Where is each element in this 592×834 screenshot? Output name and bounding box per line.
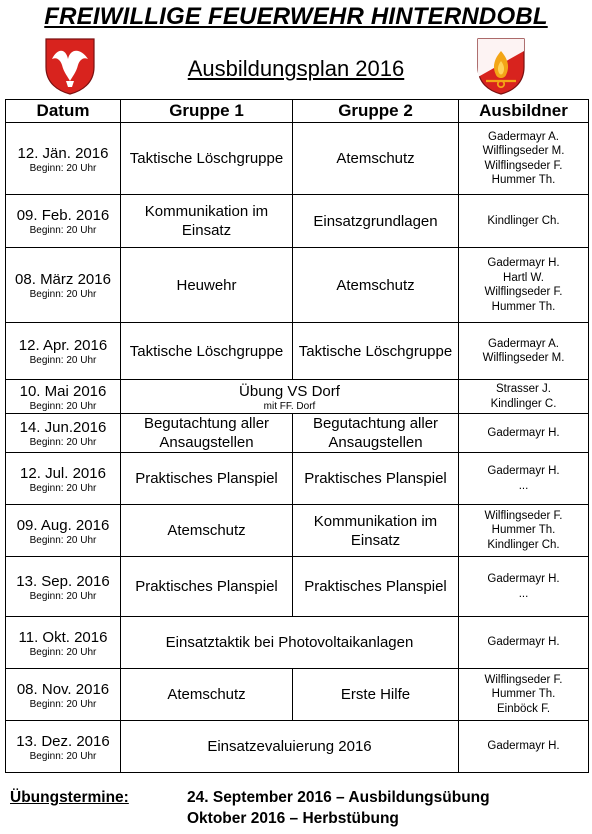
trainer-name: Hummer Th.	[491, 174, 556, 186]
date-cell	[6, 323, 121, 380]
topic-text: Einsatzgrundlagen	[313, 212, 438, 230]
group-1-cell	[121, 414, 293, 453]
table-row	[6, 505, 589, 557]
date-text: 08. März 2016	[15, 271, 111, 288]
topic-text: Praktisches Planspiel	[304, 578, 447, 595]
group-1-cell	[121, 323, 293, 380]
topic-text: Kommunikation im Einsatz	[144, 203, 269, 239]
date-text: 12. Jul. 2016	[20, 464, 106, 482]
trainer-name: ...	[518, 479, 529, 492]
table-row	[6, 380, 589, 414]
topic-text: Kommunikation im Einsatz	[313, 512, 438, 549]
date-text: 09. Aug. 2016	[16, 516, 110, 534]
trainer-name: Kindlinger Ch.	[487, 214, 560, 227]
header-group-1: Gruppe 1	[121, 100, 293, 123]
table-row	[6, 123, 589, 195]
table-row	[6, 453, 589, 505]
begin-time: Beginn: 20 Uhr	[29, 590, 97, 602]
topic-text: Einsatzevaluierung 2016	[207, 738, 372, 755]
trainer-name: Wilflingseder F.	[484, 509, 563, 522]
topic-text: Praktisches Planspiel	[304, 470, 447, 487]
group-1-cell	[121, 248, 293, 323]
topic-text: Atemschutz	[167, 686, 246, 703]
begin-time: Beginn: 20 Uhr	[29, 750, 97, 762]
date-cell	[6, 505, 121, 557]
trainer-name: Wilflingseder F.	[484, 286, 563, 298]
date-text: 09. Feb. 2016	[16, 207, 110, 224]
date-cell	[6, 248, 121, 323]
date-text: 13. Sep. 2016	[16, 572, 110, 590]
topic-text: Einsatztaktik bei Photovoltaikanlagen	[165, 634, 414, 651]
trainer-cell	[459, 505, 589, 557]
date-cell	[6, 453, 121, 505]
begin-time: Beginn: 20 Uhr	[29, 534, 97, 546]
table-header-row	[6, 100, 589, 123]
trainer-name: Hummer Th.	[491, 688, 556, 701]
date-text: 10. Mai 2016	[19, 382, 107, 400]
trainer-cell	[459, 557, 589, 617]
trainer-cell	[459, 669, 589, 721]
topic-text: Atemschutz	[167, 522, 246, 539]
group-1-cell	[121, 123, 293, 195]
begin-time: Beginn: 20 Uhr	[29, 437, 97, 448]
group-2-cell	[293, 323, 459, 380]
begin-time: Beginn: 20 Uhr	[29, 482, 97, 494]
table-row	[6, 669, 589, 721]
topic-text: Praktisches Planspiel	[135, 470, 278, 487]
date-cell	[6, 195, 121, 248]
trainer-name: Gadermayr H.	[487, 257, 560, 269]
trainer-name: Hartl W.	[503, 271, 544, 284]
date-cell	[6, 669, 121, 721]
table-row	[6, 414, 589, 453]
topic-text: Atemschutz	[336, 276, 415, 294]
plan-title: Ausbildungsplan 2016	[187, 56, 405, 81]
trainer-cell	[459, 414, 589, 453]
topic-text: Taktische Löschgruppe	[298, 342, 453, 360]
trainer-name: ...	[518, 587, 529, 600]
date-text: 11. Okt. 2016	[18, 628, 108, 646]
organization-title: FREIWILLIGE FEUERWEHR HINTERNDOBL	[44, 3, 548, 30]
begin-time: Beginn: 20 Uhr	[29, 646, 97, 658]
group-2-cell	[293, 669, 459, 721]
date-text: 12. Apr. 2016	[18, 337, 108, 354]
date-text: 14. Jun.2016	[19, 419, 107, 436]
begin-time: Beginn: 20 Uhr	[29, 162, 97, 174]
trainer-name: Gadermayr H.	[487, 636, 560, 649]
table-row	[6, 248, 589, 323]
group-1-cell	[121, 557, 293, 617]
trainer-name: Hummer Th.	[491, 300, 556, 313]
group-2-cell	[293, 414, 459, 453]
date-cell	[6, 721, 121, 773]
trainer-cell	[459, 617, 589, 669]
trainer-cell	[459, 721, 589, 773]
trainer-name: Wilflingseder F.	[484, 673, 563, 686]
trainer-name: Gadermayr H.	[487, 740, 560, 753]
trainer-cell	[459, 453, 589, 505]
header-group-2: Gruppe 2	[293, 100, 459, 123]
table-row	[6, 323, 589, 380]
trainer-name: Gadermayr A.	[488, 130, 559, 143]
topic-text: Praktisches Planspiel	[135, 578, 278, 595]
trainer-name: Hummer Th.	[491, 524, 556, 537]
group-1-cell	[121, 669, 293, 721]
header-date: Datum	[6, 100, 121, 123]
trainer-name: Wilflingseder M.	[482, 352, 565, 364]
topic-text: Heuwehr	[176, 276, 237, 294]
group-2-cell	[293, 123, 459, 195]
group-2-cell	[293, 453, 459, 505]
group-2-cell	[293, 557, 459, 617]
table-row	[6, 195, 589, 248]
date-cell	[6, 557, 121, 617]
header-trainer: Ausbildner	[459, 100, 589, 123]
date-text: 13. Dez. 2016	[16, 732, 110, 750]
exercise-dates-label: Übungstermine:	[10, 789, 129, 806]
topic-text: Begutachtung aller Ansaugstellen	[143, 415, 270, 451]
topic-text: Taktische Löschgruppe	[129, 342, 284, 360]
topic-text: Erste Hilfe	[340, 686, 411, 703]
begin-time: Beginn: 20 Uhr	[29, 225, 97, 236]
trainer-name: Wilflingseder M.	[482, 145, 565, 157]
trainer-name: Kindlinger C.	[490, 397, 557, 410]
group-2-cell	[293, 505, 459, 557]
group-1-cell	[121, 453, 293, 505]
trainer-cell	[459, 123, 589, 195]
begin-time: Beginn: 20 Uhr	[29, 698, 97, 710]
exercise-date-1: 24. September 2016 – Ausbildungsübung	[187, 789, 490, 806]
table-row	[6, 617, 589, 669]
trainer-name: Gadermayr H.	[487, 573, 560, 585]
trainer-cell	[459, 323, 589, 380]
trainer-name: Gadermayr H.	[487, 426, 560, 439]
table-row	[6, 721, 589, 773]
group-1-cell	[121, 505, 293, 557]
training-schedule-table	[5, 99, 589, 773]
trainer-name: Gadermayr H.	[487, 465, 560, 477]
trainer-cell	[459, 380, 589, 414]
begin-time: Beginn: 20 Uhr	[29, 355, 97, 366]
begin-time: Beginn: 20 Uhr	[29, 289, 97, 300]
topic-text: Übung VS Dorf	[239, 382, 340, 400]
merged-topic-cell	[121, 617, 459, 669]
group-2-cell	[293, 248, 459, 323]
topic-text: Begutachtung aller Ansaugstellen	[312, 415, 439, 451]
date-cell	[6, 123, 121, 195]
date-text: 12. Jän. 2016	[17, 144, 109, 162]
trainer-name: Gadermayr A.	[488, 337, 559, 350]
trainer-name: Strasser J.	[496, 383, 551, 395]
trainer-name: Wilflingseder F.	[484, 159, 563, 172]
topic-text: Atemschutz	[336, 150, 415, 167]
date-cell	[6, 414, 121, 453]
exercise-date-2: Oktober 2016 – Herbstübung	[187, 810, 399, 827]
date-text: 08. Nov. 2016	[16, 680, 110, 698]
date-cell	[6, 617, 121, 669]
trainer-cell	[459, 248, 589, 323]
date-cell	[6, 380, 121, 414]
topic-text: Taktische Löschgruppe	[129, 150, 284, 167]
table-row	[6, 557, 589, 617]
merged-topic-cell	[121, 721, 459, 773]
merged-topic-cell	[121, 380, 459, 414]
trainer-cell	[459, 195, 589, 248]
trainer-name: Kindlinger Ch.	[487, 538, 560, 551]
trainer-name: Einböck F.	[496, 702, 551, 715]
topic-note: mit FF. Dorf	[263, 400, 316, 412]
group-1-cell	[121, 195, 293, 248]
begin-time: Beginn: 20 Uhr	[29, 400, 97, 412]
group-2-cell	[293, 195, 459, 248]
